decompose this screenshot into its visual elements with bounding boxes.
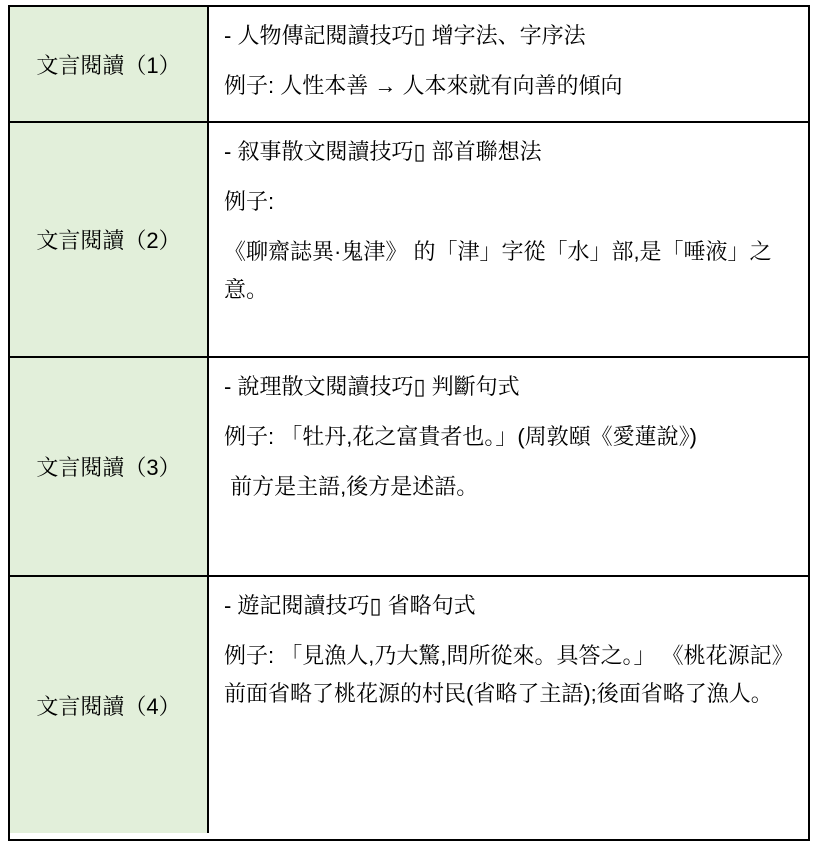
- table-row: [10, 575, 808, 833]
- row-label: 文言閱讀（4）: [36, 693, 181, 719]
- cell-paragraph: 例子: 「見漁人,乃大驚,問所從來。具答之。」 《桃花源記》 前面省略了桃花源的村民(省略了主語);後面省略了漁人。: [224, 643, 806, 706]
- row-label: 文言閱讀（2）: [36, 228, 181, 253]
- table-row: [10, 356, 808, 575]
- row-label-cell: [10, 123, 207, 356]
- row-content-cell: [207, 358, 808, 575]
- row-label-cell: [10, 7, 207, 121]
- cell-paragraph: 《聊齋誌異·鬼津》 的「津」字從「水」部,是「唾液」之意。: [224, 239, 772, 302]
- row-content-cell: [207, 577, 808, 833]
- cell-paragraph: 前方是主語,後方是述語。: [224, 474, 479, 499]
- cell-paragraph: 例子: 人性本善 → 人本來就有向善的傾向: [224, 73, 623, 98]
- row-label-cell: [10, 358, 207, 575]
- reading-skills-table: [8, 5, 810, 841]
- cell-paragraph: - 遊記閱讀技巧▯ 省略句式: [224, 593, 476, 618]
- table-row: [10, 7, 808, 121]
- cell-paragraph: 例子:: [224, 189, 275, 214]
- cell-paragraph: - 叙事散文閱讀技巧▯ 部首聯想法: [224, 139, 542, 164]
- table-row: [10, 121, 808, 356]
- row-label-cell: [10, 577, 207, 833]
- row-content-cell: [207, 123, 808, 356]
- row-label: 文言閱讀（1）: [36, 52, 181, 78]
- cell-paragraph: - 人物傳記閱讀技巧▯ 增字法、字序法: [224, 23, 586, 48]
- cell-paragraph: - 說理散文閱讀技巧▯ 判斷句式: [224, 374, 520, 399]
- cell-paragraph: 例子: 「牡丹,花之富貴者也。」(周敦頤《愛蓮說》): [224, 424, 697, 449]
- row-label: 文言閱讀（3）: [36, 455, 181, 480]
- row-content-cell: [207, 7, 808, 121]
